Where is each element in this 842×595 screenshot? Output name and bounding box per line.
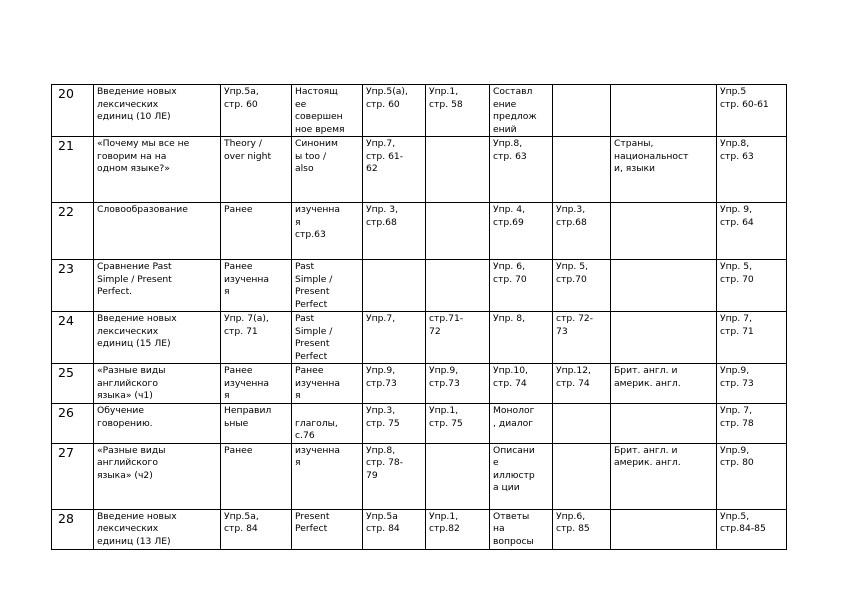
lesson-number: 20: [52, 85, 94, 137]
table-cell: Словообразование: [94, 203, 221, 260]
table-cell: [426, 443, 490, 509]
table-cell: Введение новых лексических единиц (15 ЛЕ): [94, 312, 221, 364]
table-cell: [611, 404, 717, 444]
table-cell: Упр. 3, стр.68: [363, 203, 426, 260]
table-cell: Упр.5а стр. 84: [363, 509, 426, 549]
table-cell: Упр. 7, стр. 71: [717, 312, 787, 364]
table-cell: Описани е иллюстр а ции: [490, 443, 553, 509]
table-cell: Упр.9, стр.73: [426, 364, 490, 404]
table-cell: Упр.5(а), стр. 60: [363, 85, 426, 137]
table-cell: Present Perfect: [292, 509, 363, 549]
table-cell: Theory / over night: [221, 137, 292, 203]
lesson-number: 24: [52, 312, 94, 364]
table-row: [52, 443, 787, 509]
table-cell: [426, 137, 490, 203]
table-cell: Введение новых лексических единиц (13 ЛЕ): [94, 509, 221, 549]
table-cell: Обучение говорению.: [94, 404, 221, 444]
table-cell: Упр.9, стр. 73: [717, 364, 787, 404]
table-cell: Сравнение Past Simple / Present Perfect.: [94, 260, 221, 312]
table-cell: [553, 137, 611, 203]
table-cell: Ответы на вопросы: [490, 509, 553, 549]
table-cell: Упр.5, стр.84-85: [717, 509, 787, 549]
lesson-number: 26: [52, 404, 94, 444]
table-cell: Ранее изученна я: [221, 260, 292, 312]
table-cell: [611, 509, 717, 549]
table-cell: Страны, национальност и, языки: [611, 137, 717, 203]
table-cell: Упр. 6, стр. 70: [490, 260, 553, 312]
table-row: [52, 312, 787, 364]
table-cell: Упр.12, стр. 74: [553, 364, 611, 404]
table-row: [52, 509, 787, 549]
table-row: [52, 137, 787, 203]
table-cell: Ранее изученна я: [221, 364, 292, 404]
table-cell: Упр.9, стр.73: [363, 364, 426, 404]
table-cell: [363, 260, 426, 312]
table-cell: Упр.5 стр. 60-61: [717, 85, 787, 137]
table-cell: Упр. 7(а), стр. 71: [221, 312, 292, 364]
table-cell: Брит. англ. и америк. англ.: [611, 364, 717, 404]
table-cell: стр. 72- 73: [553, 312, 611, 364]
table-cell: Упр. 7, стр. 78: [717, 404, 787, 444]
table-cell: Синоним ы too / also: [292, 137, 363, 203]
lesson-number: 27: [52, 443, 94, 509]
table-cell: «Почему мы все не говорим на на одном языке?»: [94, 137, 221, 203]
table-cell: Брит. англ. и америк. англ.: [611, 443, 717, 509]
table-cell: Упр.6, стр. 85: [553, 509, 611, 549]
lesson-number: 23: [52, 260, 94, 312]
lesson-number: 25: [52, 364, 94, 404]
table-cell: Упр. 9, стр. 64: [717, 203, 787, 260]
table-cell: [553, 85, 611, 137]
table-cell: Упр.7, стр. 61- 62: [363, 137, 426, 203]
table-cell: стр.71- 72: [426, 312, 490, 364]
table-cell: Упр.1, стр. 75: [426, 404, 490, 444]
table-cell: изученна я стр.63: [292, 203, 363, 260]
table-cell: Упр.8, стр. 63: [490, 137, 553, 203]
table-cell: Упр.5а, стр. 60: [221, 85, 292, 137]
table-row: [52, 203, 787, 260]
table-cell: Упр.8, стр. 63: [717, 137, 787, 203]
lesson-number: 21: [52, 137, 94, 203]
table-cell: «Разные виды английского языка» (ч2): [94, 443, 221, 509]
table-cell: [611, 260, 717, 312]
table-cell: Составл ение предлож ений: [490, 85, 553, 137]
table-cell: [611, 85, 717, 137]
table-cell: Past Simple / Present Perfect: [292, 260, 363, 312]
table-cell: Введение новых лексических единиц (10 ЛЕ): [94, 85, 221, 137]
table-cell: Ранее: [221, 443, 292, 509]
table-cell: Упр. 4, стр.69: [490, 203, 553, 260]
table-cell: [611, 203, 717, 260]
table-cell: Упр.9, стр. 80: [717, 443, 787, 509]
table-row: [52, 364, 787, 404]
table-cell: изученна я: [292, 443, 363, 509]
lesson-plan-table: [51, 84, 787, 550]
lesson-number: 28: [52, 509, 94, 549]
table-cell: Ранее изученна я: [292, 364, 363, 404]
table-cell: Настоящ ее совершен ное время: [292, 85, 363, 137]
table-cell: Упр.7,: [363, 312, 426, 364]
table-cell: Past Simple / Present Perfect: [292, 312, 363, 364]
table-cell: Упр.3, стр.68: [553, 203, 611, 260]
table-cell: Неправил ьные: [221, 404, 292, 444]
table-cell: Упр. 5, стр. 70: [717, 260, 787, 312]
table-cell: [611, 312, 717, 364]
table-cell: «Разные виды английского языка» (ч1): [94, 364, 221, 404]
table-row: [52, 85, 787, 137]
table-cell: Упр. 8,: [490, 312, 553, 364]
table-cell: глаголы, с.76: [292, 404, 363, 444]
table-cell: Упр.8, стр. 78- 79: [363, 443, 426, 509]
table-cell: Упр.3, стр. 75: [363, 404, 426, 444]
table-cell: Упр.10, стр. 74: [490, 364, 553, 404]
table-cell: Упр.5а, стр. 84: [221, 509, 292, 549]
table-cell: Упр.1, стр.82: [426, 509, 490, 549]
table-cell: Ранее: [221, 203, 292, 260]
table-row: [52, 404, 787, 444]
table-cell: [426, 203, 490, 260]
table-cell: Упр. 5, стр.70: [553, 260, 611, 312]
table-cell: Монолог , диалог: [490, 404, 553, 444]
table-cell: [553, 404, 611, 444]
table-cell: [553, 443, 611, 509]
table-cell: Упр.1, стр. 58: [426, 85, 490, 137]
table-row: [52, 260, 787, 312]
table-cell: [426, 260, 490, 312]
lesson-number: 22: [52, 203, 94, 260]
